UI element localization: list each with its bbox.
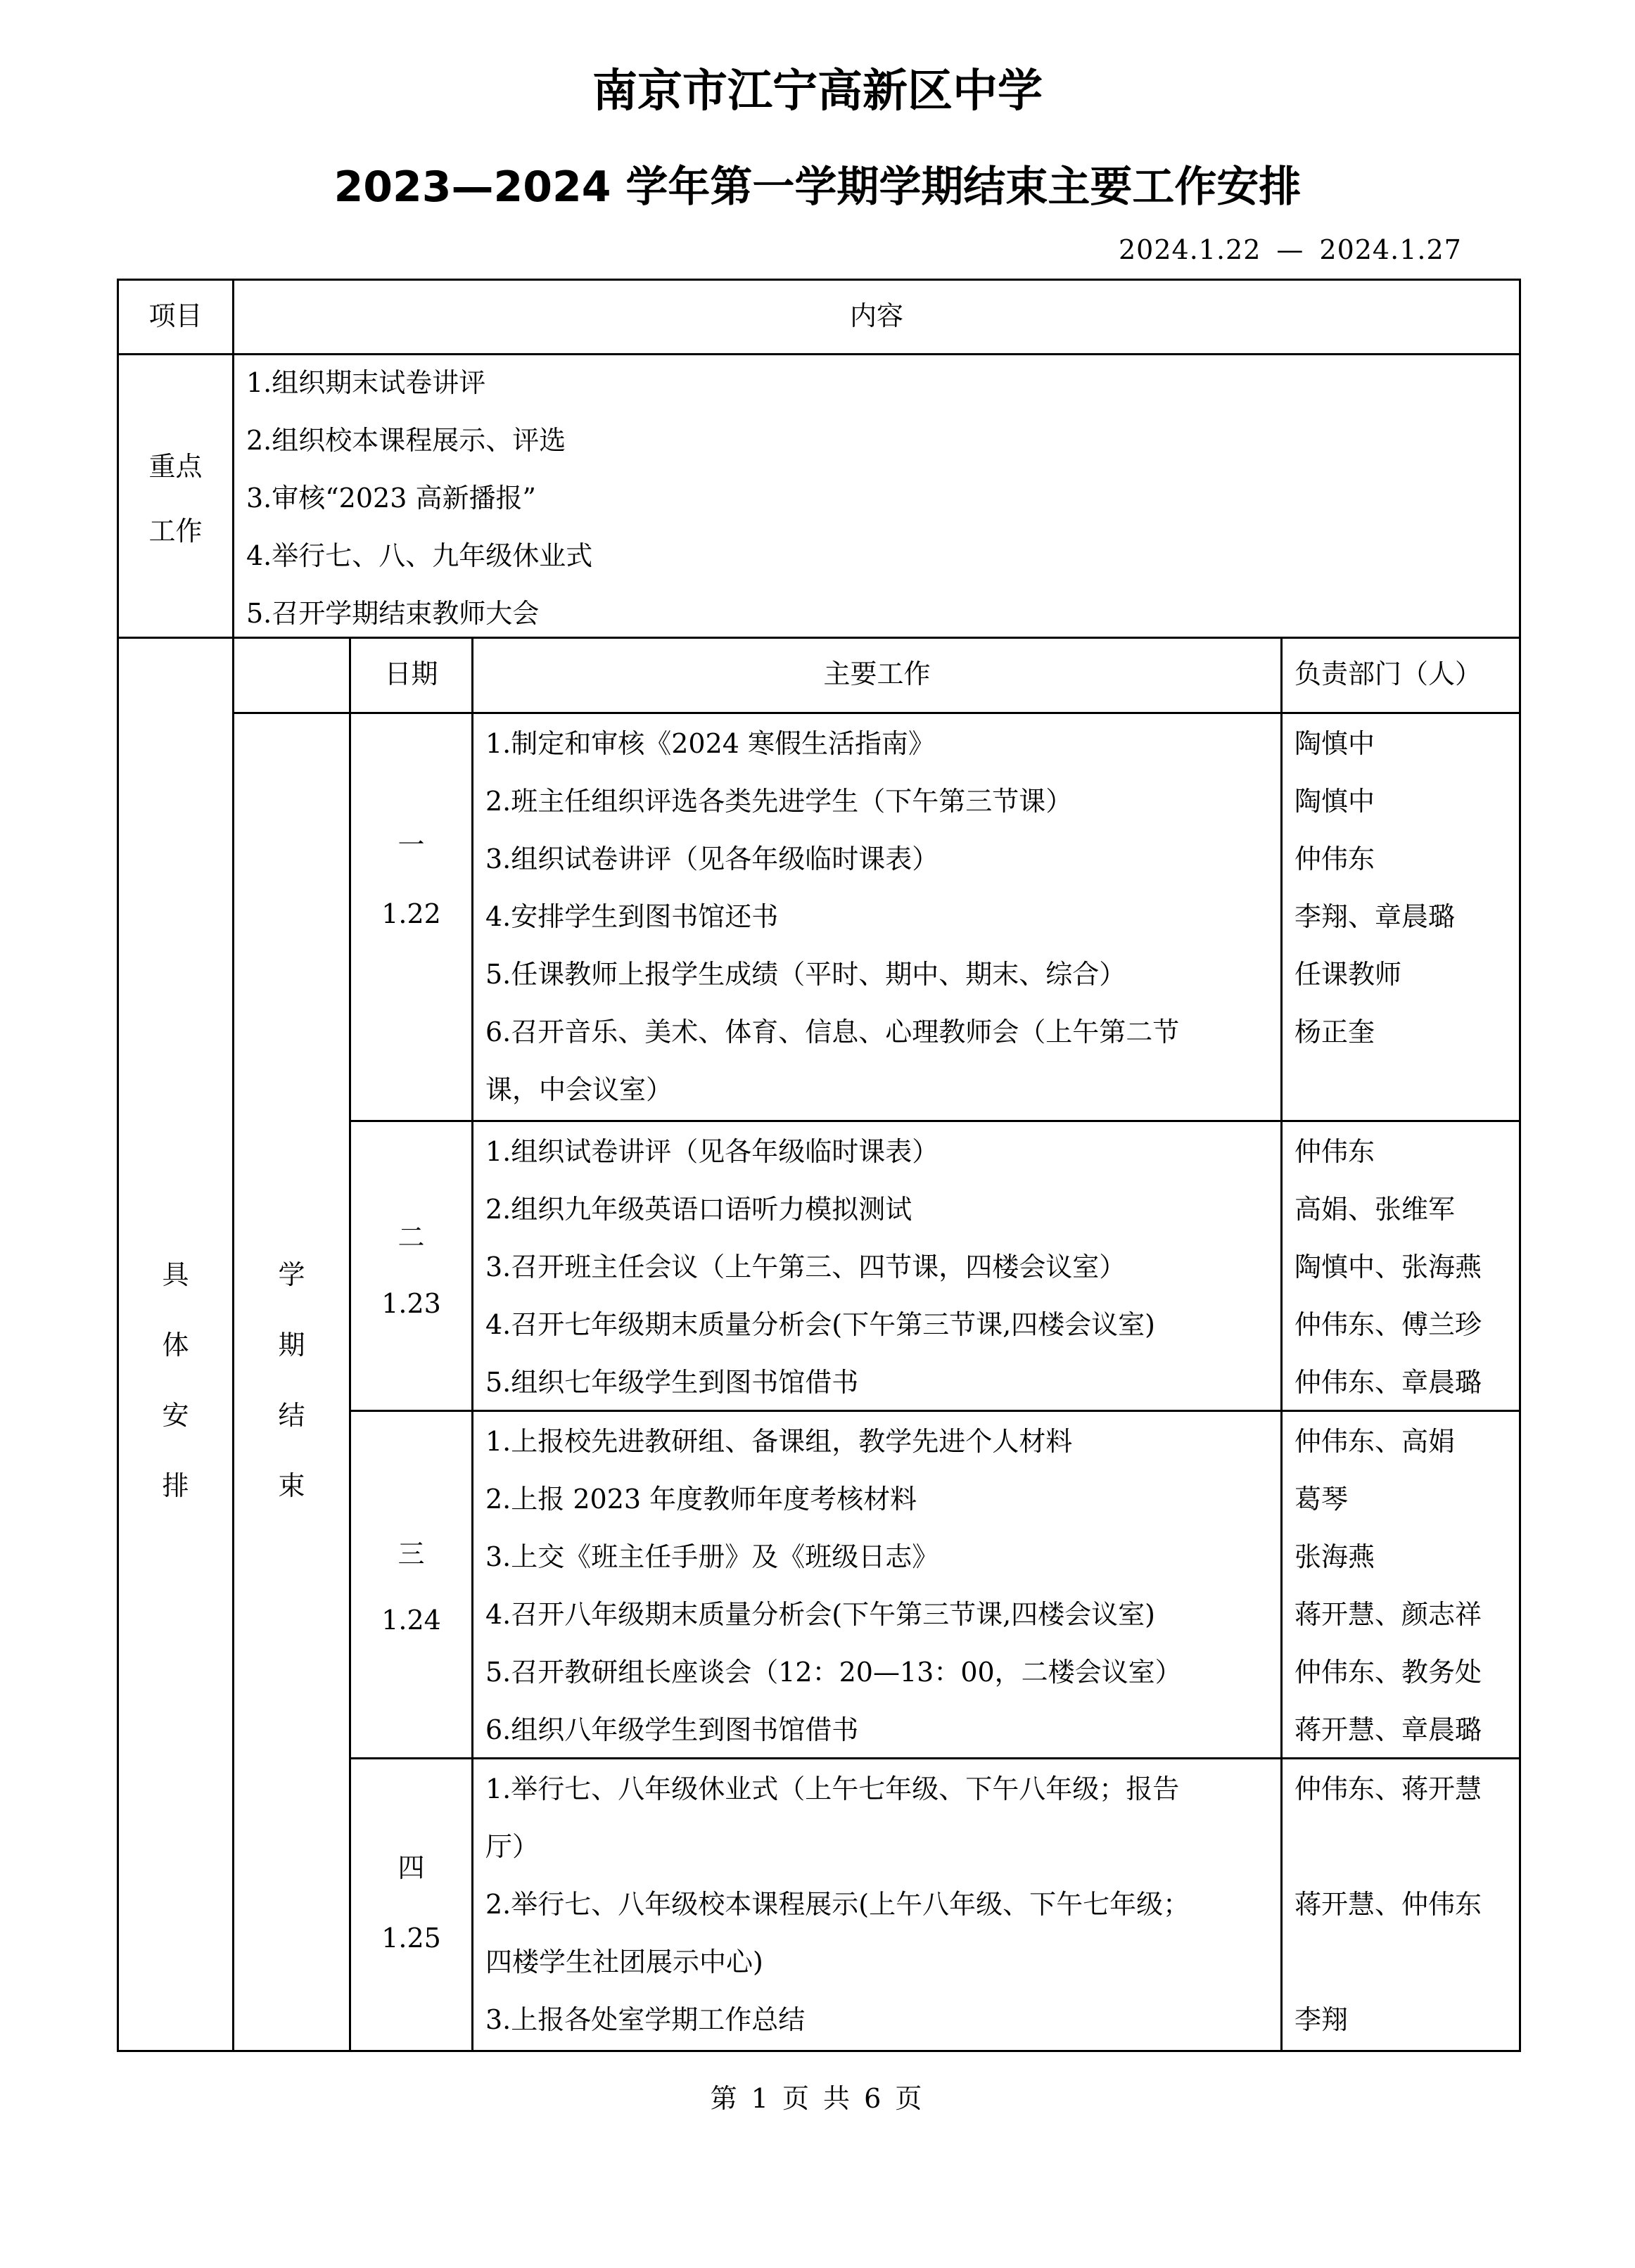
list-item: 2.组织校本课程展示、评选 [246, 425, 566, 456]
day-weekday: 四 [397, 1852, 425, 1883]
key-work-list [246, 354, 592, 642]
work-item: 课，中会议室） [485, 1074, 673, 1105]
page-footer: 第 1 页 共 6 页 [710, 2083, 925, 2114]
phase-label-char: 学 [278, 1259, 305, 1290]
key-work-label-line: 重点 [148, 451, 203, 482]
day-weekday: 一 [397, 829, 425, 860]
work-item: 5.召开教研组长座谈会（12：20—13：00，二楼会议室） [485, 1657, 1182, 1688]
work-item: 3.上交《班主任手册》及《班级日志》 [485, 1541, 939, 1572]
schedule-label-char: 排 [162, 1470, 189, 1501]
key-work-label-line: 工作 [148, 516, 203, 547]
owner-item: 张海燕 [1294, 1541, 1375, 1572]
table-border-right [1519, 279, 1521, 2052]
phase-label [234, 1240, 349, 1521]
col-divider [1280, 637, 1283, 2052]
date-separator: — [1276, 234, 1304, 265]
phase-label-char: 束 [278, 1470, 305, 1501]
owner-item: 蒋开慧、章晨璐 [1294, 1714, 1482, 1745]
phase-label-char: 结 [278, 1400, 305, 1431]
owner-item: 李翔、章晨璐 [1294, 901, 1456, 932]
day-work-list [485, 1413, 1182, 1759]
phase-label-char: 期 [278, 1330, 305, 1361]
day-date: 1.22 [381, 898, 441, 929]
work-item: 1.组织试卷讲评（见各年级临时课表） [485, 1136, 939, 1167]
col-divider [471, 637, 473, 2052]
day-work-list [485, 1123, 1155, 1411]
owner-item [1294, 1818, 1482, 1875]
day-date: 1.24 [381, 1605, 441, 1636]
owner-item [1294, 1933, 1482, 1991]
day-date: 1.25 [381, 1923, 441, 1954]
work-item: 3.上报各处室学期工作总结 [485, 2004, 806, 2035]
owner-item: 杨正奎 [1294, 1017, 1375, 1047]
work-item: 2.组织九年级英语口语听力模拟测试 [485, 1194, 912, 1225]
work-item: 3.组织试卷讲评（见各年级临时课表） [485, 843, 939, 874]
owner-item: 蒋开慧、仲伟东 [1294, 1889, 1482, 1920]
schedule-label [119, 1240, 232, 1521]
work-item: 6.召开音乐、美术、体育、信息、心理教师会（上午第二节 [485, 1017, 1180, 1047]
school-title: 南京市江宁高新区中学 [592, 65, 1043, 117]
work-item: 5.任课教师上报学生成绩（平时、期中、期末、综合） [485, 959, 1126, 990]
owner-item: 仲伟东 [1294, 1136, 1375, 1167]
work-item: 4.召开七年级期末质量分析会(下午第三节课,四楼会议室) [485, 1309, 1155, 1340]
owner-item: 仲伟东 [1294, 843, 1375, 874]
list-item: 5.召开学期结束教师大会 [246, 598, 540, 629]
date-to: 2024.1.27 [1319, 234, 1462, 265]
day-owner-list [1294, 1413, 1482, 1759]
header-item: 项目 [148, 300, 203, 331]
day-date: 1.23 [381, 1288, 441, 1319]
date-range [1119, 234, 1462, 265]
owner-item: 葛琴 [1294, 1484, 1349, 1515]
work-item: 5.组织七年级学生到图书馆借书 [485, 1367, 859, 1398]
owner-item: 李翔 [1294, 2004, 1349, 2035]
table-border-top [117, 279, 1521, 281]
work-item: 1.举行七、八年级休业式（上午七年级、下午八年级；报告 [485, 1773, 1180, 1804]
work-item: 3.召开班主任会议（上午第三、四节课，四楼会议室） [485, 1251, 1126, 1282]
list-item: 1.组织期末试卷讲评 [246, 367, 486, 398]
schedule-label-char: 体 [162, 1330, 189, 1361]
header-content: 内容 [849, 300, 903, 331]
work-item: 1.上报校先进教研组、备课组，教学先进个人材料 [485, 1426, 1073, 1457]
work-item: 1.制定和审核《2024 寒假生活指南》 [485, 728, 936, 759]
work-item: 四楼学生社团展示中心) [485, 1947, 763, 1977]
owner-item: 陶慎中、张海燕 [1294, 1251, 1482, 1282]
day-weekday: 三 [397, 1538, 425, 1569]
owner-item: 仲伟东、傅兰珍 [1294, 1309, 1482, 1340]
owner-item: 仲伟东、高娟 [1294, 1426, 1456, 1457]
owner-item: 仲伟东、章晨璐 [1294, 1367, 1482, 1398]
owner-item: 蒋开慧、颜志祥 [1294, 1599, 1482, 1630]
day-owner-list [1294, 715, 1455, 1061]
work-item: 4.召开八年级期末质量分析会(下午第三节课,四楼会议室) [485, 1599, 1155, 1630]
day-work-list [485, 715, 1179, 1119]
header-date: 日期 [384, 658, 438, 689]
work-item: 2.举行七、八年级校本课程展示(上午八年级、下午七年级； [485, 1889, 1190, 1920]
work-item: 2.上报 2023 年度教师年度考核材料 [485, 1484, 917, 1515]
day-owner-list [1294, 1123, 1482, 1411]
owner-item: 仲伟东、蒋开慧 [1294, 1773, 1482, 1804]
date-from: 2024.1.22 [1119, 234, 1261, 265]
row-divider [232, 712, 1521, 714]
work-item: 厅） [485, 1831, 540, 1862]
work-item: 4.安排学生到图书馆还书 [485, 901, 779, 932]
key-work-label [119, 434, 232, 563]
day-work-list [485, 1760, 1190, 2049]
day-weekday: 二 [397, 1222, 425, 1253]
col-divider [232, 279, 234, 2052]
row-divider [349, 1120, 1521, 1122]
header-main-work: 主要工作 [823, 658, 931, 689]
owner-item: 仲伟东、教务处 [1294, 1657, 1482, 1688]
work-item: 2.班主任组织评选各类先进学生（下午第三节课） [485, 786, 1073, 817]
work-item: 6.组织八年级学生到图书馆借书 [485, 1714, 859, 1745]
list-item: 4.举行七、八、九年级休业式 [246, 540, 593, 571]
document-subtitle: 2023—2024 学年第一学期学期结束主要工作安排 [333, 163, 1302, 212]
list-item: 3.审核“2023 高新播报” [246, 483, 536, 514]
owner-item: 任课教师 [1294, 959, 1402, 990]
schedule-label-char: 具 [162, 1259, 189, 1290]
owner-item: 高娟、张维军 [1294, 1194, 1456, 1225]
table-border-bottom [117, 2050, 1521, 2052]
schedule-label-char: 安 [162, 1400, 189, 1431]
day-owner-list [1294, 1760, 1482, 2049]
owner-item: 陶慎中 [1294, 728, 1375, 759]
owner-item: 陶慎中 [1294, 786, 1375, 817]
header-owner: 负责部门（人） [1294, 658, 1482, 689]
